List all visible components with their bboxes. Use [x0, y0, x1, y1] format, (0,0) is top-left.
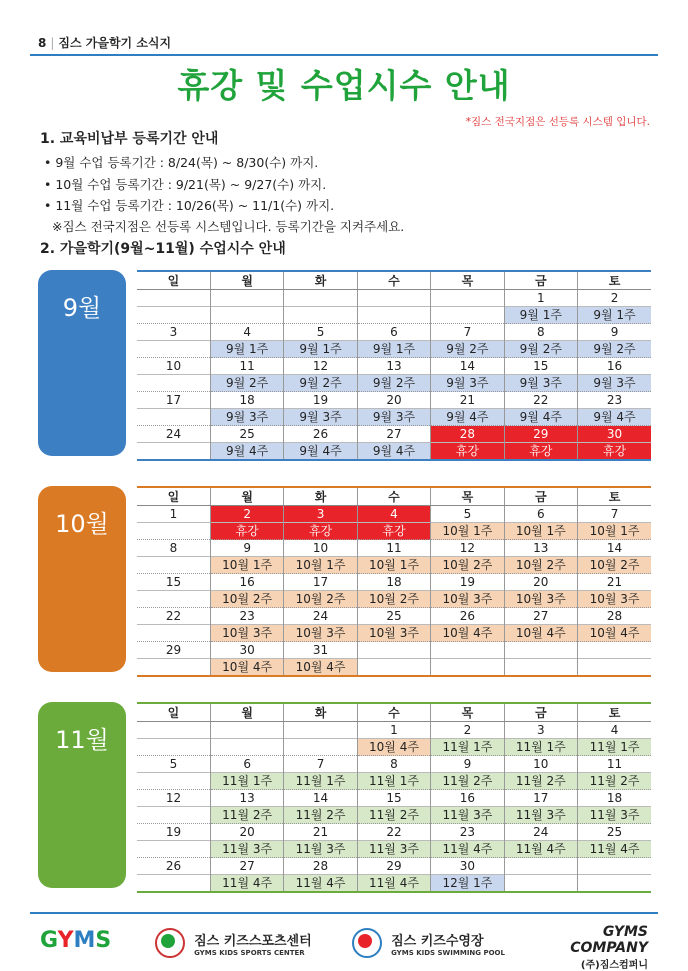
- sports-center-emblem-icon: [155, 928, 185, 958]
- weekday-header: 수: [357, 271, 430, 290]
- registration-note: ※짐스 전국지점은 선등록 시스템입니다. 등록기간을 지켜주세요.: [52, 219, 405, 234]
- day-number: 22: [137, 608, 210, 625]
- class-week-tag: [578, 659, 651, 677]
- class-week-tag: 11월 3주: [504, 807, 577, 824]
- weekday-header: 일: [137, 703, 210, 722]
- class-week-tag: 11월 1주: [357, 773, 430, 790]
- day-number: 26: [137, 858, 210, 875]
- class-week-tag: 11월 1주: [284, 773, 357, 790]
- footer-divider: [30, 912, 658, 914]
- day-number: 16: [578, 358, 651, 375]
- class-week-tag: 9월 2주: [284, 375, 357, 392]
- class-week-tag: [284, 307, 357, 324]
- class-week-tag: [578, 875, 651, 893]
- day-number: 21: [578, 574, 651, 591]
- sports-center-logo: [155, 928, 312, 958]
- class-week-tag: 11월 4주: [431, 841, 504, 858]
- sports-center-name: 짐스 키즈스포츠센터: [194, 933, 312, 949]
- day-number: 20: [357, 392, 430, 409]
- closed-day-tag: 휴강: [504, 443, 577, 461]
- day-number: 2: [578, 290, 651, 307]
- class-week-tag: 10월 4주: [504, 625, 577, 642]
- weekday-header: 화: [284, 703, 357, 722]
- weekday-header: 목: [431, 487, 504, 506]
- class-week-tag: 9월 2주: [504, 341, 577, 358]
- company-name: GYMS COMPANY: [570, 924, 648, 956]
- day-number: 24: [137, 426, 210, 443]
- day-number: [431, 642, 504, 659]
- weekday-header: 금: [504, 703, 577, 722]
- weekday-header: 월: [210, 487, 283, 506]
- class-week-tag: 11월 3주: [210, 841, 283, 858]
- class-week-tag: 10월 1주: [284, 557, 357, 574]
- class-week-tag: [137, 523, 210, 540]
- day-number: 27: [357, 426, 430, 443]
- day-number: 2: [210, 506, 283, 523]
- class-week-tag: 11월 2주: [431, 773, 504, 790]
- day-number: [137, 722, 210, 739]
- class-week-tag: 11월 2주: [210, 807, 283, 824]
- weekday-header: 목: [431, 703, 504, 722]
- day-number: 15: [504, 358, 577, 375]
- page-title: 휴강 및 수업시수 안내: [177, 66, 511, 105]
- class-week-tag: 10월 1주: [210, 557, 283, 574]
- day-number: 3: [137, 324, 210, 341]
- class-week-tag: [210, 739, 283, 756]
- day-number: 6: [210, 756, 283, 773]
- day-number: 30: [431, 858, 504, 875]
- class-week-tag: 11월 4주: [284, 875, 357, 893]
- class-week-tag: 10월 4주: [284, 659, 357, 677]
- class-week-tag: 9월 2주: [210, 375, 283, 392]
- class-week-tag: [137, 307, 210, 324]
- class-week-tag: 9월 4주: [504, 409, 577, 426]
- swimming-pool-emblem-icon: [352, 928, 382, 958]
- day-number: 7: [578, 506, 651, 523]
- day-number: 2: [431, 722, 504, 739]
- class-week-tag: 9월 2주: [357, 375, 430, 392]
- day-number: 24: [284, 608, 357, 625]
- day-number: 29: [504, 426, 577, 443]
- day-number: 8: [137, 540, 210, 557]
- class-week-tag: 10월 1주: [357, 557, 430, 574]
- day-number: 11: [357, 540, 430, 557]
- class-week-tag: 9월 1주: [284, 341, 357, 358]
- day-number: 12: [137, 790, 210, 807]
- day-number: 27: [210, 858, 283, 875]
- class-week-tag: 9월 3주: [431, 375, 504, 392]
- day-number: [504, 858, 577, 875]
- class-week-tag: 11월 4주: [210, 875, 283, 893]
- day-number: 20: [504, 574, 577, 591]
- class-week-tag: 9월 1주: [357, 341, 430, 358]
- class-week-tag: 9월 3주: [284, 409, 357, 426]
- class-week-tag: 9월 2주: [431, 341, 504, 358]
- weekday-header: 화: [284, 271, 357, 290]
- class-week-tag: [284, 739, 357, 756]
- day-number: 31: [284, 642, 357, 659]
- class-week-tag: 10월 2주: [578, 557, 651, 574]
- day-number: [578, 858, 651, 875]
- day-number: 14: [578, 540, 651, 557]
- day-number: 10: [137, 358, 210, 375]
- day-number: [357, 290, 430, 307]
- registration-item: • 10월 수업 등록기간 : 9/21(목) ~ 9/27(수) 까지.: [44, 177, 327, 192]
- day-number: 9: [431, 756, 504, 773]
- day-number: 20: [210, 824, 283, 841]
- day-number: 18: [578, 790, 651, 807]
- class-week-tag: 9월 4주: [578, 409, 651, 426]
- class-week-tag: 11월 3주: [578, 807, 651, 824]
- day-number: 17: [137, 392, 210, 409]
- class-week-tag: 9월 2주: [578, 341, 651, 358]
- class-week-tag: [137, 409, 210, 426]
- day-number: 22: [504, 392, 577, 409]
- day-number: 19: [431, 574, 504, 591]
- class-week-tag: 9월 3주: [357, 409, 430, 426]
- class-week-tag: 10월 2주: [357, 591, 430, 608]
- class-week-tag: 9월 1주: [504, 307, 577, 324]
- class-week-tag: 10월 4주: [578, 625, 651, 642]
- day-number: 21: [284, 824, 357, 841]
- day-number: 10: [504, 756, 577, 773]
- day-number: [357, 642, 430, 659]
- day-number: 11: [578, 756, 651, 773]
- day-number: 25: [578, 824, 651, 841]
- class-week-tag: 9월 1주: [210, 341, 283, 358]
- class-week-tag: 10월 2주: [284, 591, 357, 608]
- class-week-tag: 10월 1주: [578, 523, 651, 540]
- day-number: 28: [284, 858, 357, 875]
- closed-day-tag: 휴강: [284, 523, 357, 540]
- day-number: 26: [431, 608, 504, 625]
- day-number: [210, 290, 283, 307]
- class-week-tag: [504, 875, 577, 893]
- day-number: 5: [137, 756, 210, 773]
- day-number: 30: [210, 642, 283, 659]
- class-week-tag: 11월 2주: [578, 773, 651, 790]
- class-week-tag: 11월 2주: [504, 773, 577, 790]
- class-week-tag: 11월 2주: [284, 807, 357, 824]
- day-number: 7: [284, 756, 357, 773]
- day-number: 4: [210, 324, 283, 341]
- day-number: [284, 722, 357, 739]
- day-number: 23: [578, 392, 651, 409]
- day-number: 12: [284, 358, 357, 375]
- day-number: 25: [210, 426, 283, 443]
- weekday-header: 토: [578, 703, 651, 722]
- class-week-tag: 11월 3주: [284, 841, 357, 858]
- page-header: 8 | 짐스 가을학기 소식지: [38, 36, 172, 50]
- day-number: [431, 290, 504, 307]
- month-label: 9월: [38, 270, 126, 456]
- class-week-tag: [137, 341, 210, 358]
- class-week-tag: 9월 3주: [210, 409, 283, 426]
- day-number: 15: [357, 790, 430, 807]
- class-week-tag: [137, 875, 210, 893]
- class-week-tag: [504, 659, 577, 677]
- day-number: 5: [284, 324, 357, 341]
- class-week-tag: 11월 1주: [504, 739, 577, 756]
- day-number: 13: [357, 358, 430, 375]
- day-number: 18: [357, 574, 430, 591]
- class-week-tag: 9월 1주: [578, 307, 651, 324]
- registration-item: • 11월 수업 등록기간 : 10/26(목) ~ 11/1(수) 까지.: [44, 198, 335, 213]
- class-week-tag: 11월 3주: [357, 841, 430, 858]
- day-number: [210, 722, 283, 739]
- swimming-pool-name-en: GYMS KIDS SWIMMING POOL: [391, 948, 505, 957]
- day-number: 15: [137, 574, 210, 591]
- day-number: 8: [504, 324, 577, 341]
- day-number: 10: [284, 540, 357, 557]
- day-number: 3: [504, 722, 577, 739]
- day-number: [504, 642, 577, 659]
- day-number: 19: [137, 824, 210, 841]
- weekday-header: 토: [578, 487, 651, 506]
- class-week-tag: 11월 1주: [578, 739, 651, 756]
- class-week-tag: 11월 1주: [431, 739, 504, 756]
- day-number: 29: [357, 858, 430, 875]
- day-number: 1: [504, 290, 577, 307]
- day-number: [137, 290, 210, 307]
- closed-day-tag: 휴강: [431, 443, 504, 461]
- section-1-heading: 1. 교육비납부 등록기간 안내: [40, 131, 219, 147]
- class-week-tag: 10월 2주: [504, 557, 577, 574]
- class-week-tag: 11월 1주: [210, 773, 283, 790]
- day-number: 26: [284, 426, 357, 443]
- day-number: 3: [284, 506, 357, 523]
- class-week-tag: 12월 1주: [431, 875, 504, 893]
- registration-item: • 9월 수업 등록기간 : 8/24(목) ~ 8/30(수) 까지.: [44, 155, 319, 170]
- class-week-tag: 11월 4주: [357, 875, 430, 893]
- class-week-tag: 10월 3주: [578, 591, 651, 608]
- class-week-tag: [357, 307, 430, 324]
- swimming-pool-logo: [352, 928, 505, 958]
- day-number: 14: [284, 790, 357, 807]
- day-number: 22: [357, 824, 430, 841]
- weekday-header: 월: [210, 703, 283, 722]
- class-week-tag: 11월 3주: [431, 807, 504, 824]
- header-divider: [30, 54, 658, 56]
- section-2-heading: 2. 가을학기(9월~11월) 수업시수 안내: [40, 241, 286, 257]
- class-week-tag: 9월 4주: [284, 443, 357, 461]
- gyms-logo: GYMS: [40, 928, 112, 953]
- day-number: 17: [504, 790, 577, 807]
- class-week-tag: 11월 4주: [578, 841, 651, 858]
- class-week-tag: [137, 557, 210, 574]
- class-week-tag: 10월 3주: [210, 625, 283, 642]
- day-number: [284, 290, 357, 307]
- class-week-tag: [137, 625, 210, 642]
- day-number: 9: [578, 324, 651, 341]
- month-calendar-table: [137, 270, 651, 461]
- class-week-tag: 10월 3주: [504, 591, 577, 608]
- company-name-ko: (주)짐스컴퍼니: [580, 960, 648, 971]
- day-number: 24: [504, 824, 577, 841]
- closed-day-tag: 휴강: [357, 523, 430, 540]
- month-label: 10월: [38, 486, 126, 672]
- day-number: 28: [578, 608, 651, 625]
- class-week-tag: [137, 591, 210, 608]
- notice-text: *짐스 전국지점은 선등록 시스템 입니다.: [465, 116, 650, 128]
- class-week-tag: [137, 807, 210, 824]
- class-week-tag: 10월 2주: [210, 591, 283, 608]
- day-number: 11: [210, 358, 283, 375]
- day-number: 4: [357, 506, 430, 523]
- weekday-header: 월: [210, 271, 283, 290]
- class-week-tag: 10월 4주: [357, 739, 430, 756]
- class-week-tag: [137, 773, 210, 790]
- page-number: 8: [38, 36, 47, 50]
- class-week-tag: [357, 659, 430, 677]
- swimming-pool-name: 짐스 키즈수영장: [391, 933, 484, 949]
- closed-day-tag: 휴강: [210, 523, 283, 540]
- class-week-tag: 9월 3주: [578, 375, 651, 392]
- day-number: 17: [284, 574, 357, 591]
- class-week-tag: 10월 3주: [284, 625, 357, 642]
- weekday-header: 수: [357, 703, 430, 722]
- day-number: 1: [137, 506, 210, 523]
- day-number: 7: [431, 324, 504, 341]
- day-number: 27: [504, 608, 577, 625]
- day-number: 16: [210, 574, 283, 591]
- class-week-tag: 10월 2주: [431, 557, 504, 574]
- class-week-tag: 10월 4주: [431, 625, 504, 642]
- day-number: 5: [431, 506, 504, 523]
- class-week-tag: 11월 2주: [357, 807, 430, 824]
- class-week-tag: 10월 3주: [357, 625, 430, 642]
- day-number: 30: [578, 426, 651, 443]
- day-number: 8: [357, 756, 430, 773]
- weekday-header: 일: [137, 271, 210, 290]
- weekday-header: 금: [504, 487, 577, 506]
- day-number: 13: [504, 540, 577, 557]
- class-week-tag: 9월 4주: [210, 443, 283, 461]
- day-number: 16: [431, 790, 504, 807]
- day-number: 23: [431, 824, 504, 841]
- month-calendar-table: [137, 486, 651, 677]
- weekday-header: 토: [578, 271, 651, 290]
- day-number: 21: [431, 392, 504, 409]
- day-number: 13: [210, 790, 283, 807]
- day-number: 12: [431, 540, 504, 557]
- weekday-header: 일: [137, 487, 210, 506]
- class-week-tag: 10월 1주: [431, 523, 504, 540]
- weekday-header: 목: [431, 271, 504, 290]
- day-number: 18: [210, 392, 283, 409]
- day-number: 28: [431, 426, 504, 443]
- class-week-tag: [210, 307, 283, 324]
- weekday-header: 금: [504, 271, 577, 290]
- day-number: 6: [357, 324, 430, 341]
- day-number: 29: [137, 642, 210, 659]
- month-calendar-table: [137, 702, 651, 893]
- month-label: 11월: [38, 702, 126, 888]
- class-week-tag: [137, 375, 210, 392]
- weekday-header: 화: [284, 487, 357, 506]
- class-week-tag: 9월 4주: [431, 409, 504, 426]
- class-week-tag: 10월 4주: [210, 659, 283, 677]
- class-week-tag: [137, 739, 210, 756]
- class-week-tag: 10월 3주: [431, 591, 504, 608]
- weekday-header: 수: [357, 487, 430, 506]
- day-number: 23: [210, 608, 283, 625]
- class-week-tag: [137, 659, 210, 677]
- sports-center-name-en: GYMS KIDS SPORTS CENTER: [194, 948, 305, 957]
- class-week-tag: [137, 841, 210, 858]
- closed-day-tag: 휴강: [578, 443, 651, 461]
- day-number: 1: [357, 722, 430, 739]
- class-week-tag: 10월 1주: [504, 523, 577, 540]
- class-week-tag: 9월 4주: [357, 443, 430, 461]
- day-number: 25: [357, 608, 430, 625]
- class-week-tag: 9월 3주: [504, 375, 577, 392]
- day-number: 19: [284, 392, 357, 409]
- day-number: [578, 642, 651, 659]
- class-week-tag: [431, 659, 504, 677]
- day-number: 4: [578, 722, 651, 739]
- class-week-tag: [137, 443, 210, 461]
- class-week-tag: 11월 4주: [504, 841, 577, 858]
- company-logo: [524, 924, 648, 971]
- day-number: 6: [504, 506, 577, 523]
- day-number: 9: [210, 540, 283, 557]
- class-week-tag: [431, 307, 504, 324]
- newsletter-name: 짐스 가을학기 소식지: [58, 36, 172, 50]
- day-number: 14: [431, 358, 504, 375]
